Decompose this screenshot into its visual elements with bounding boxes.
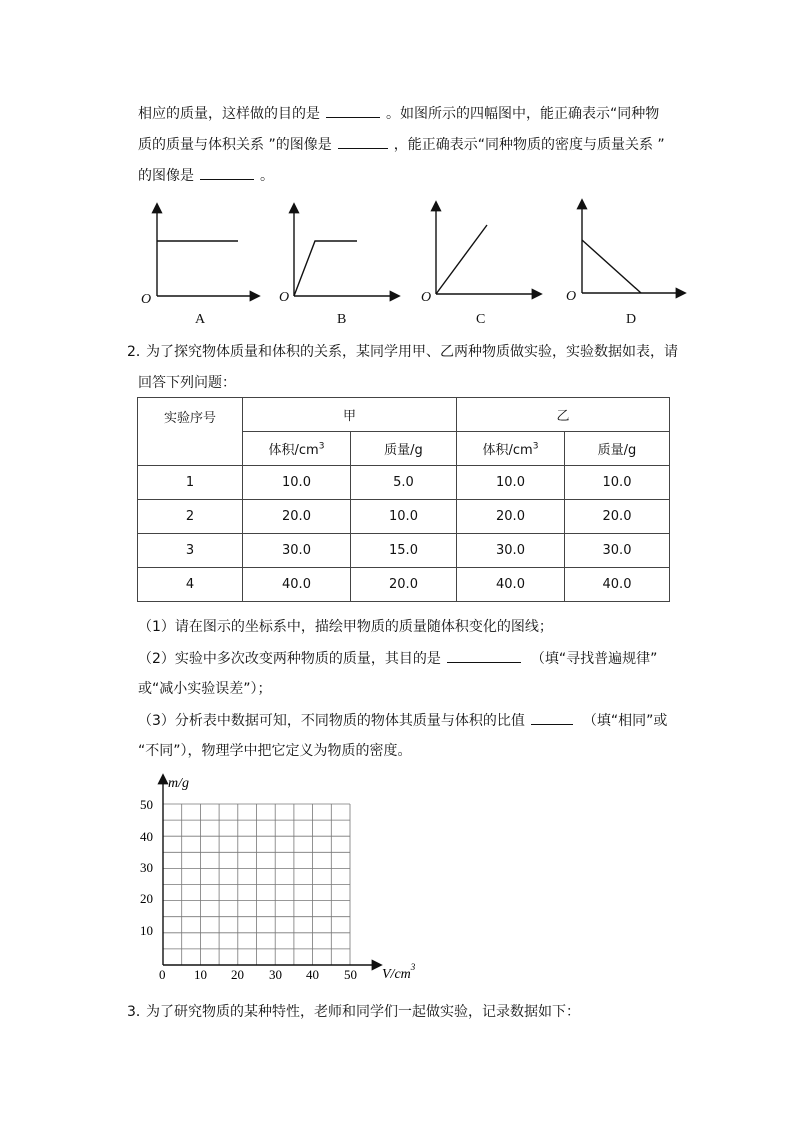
answer-blank-3[interactable] [200, 165, 254, 180]
table-cell: 1 [138, 466, 243, 500]
x-tick: 20 [231, 967, 244, 982]
y-tick: 10 [140, 923, 153, 938]
y-tick: 20 [140, 891, 153, 906]
table-cell: 40.0 [243, 568, 351, 602]
q2-sub-3a [138, 710, 667, 731]
graph-b [294, 205, 398, 296]
x-axis-label-text: V/cm [382, 967, 411, 982]
answer-blank-1[interactable] [326, 103, 380, 118]
q2-sub-2a [138, 648, 657, 669]
table-cell: 20.0 [565, 500, 670, 534]
intro-line-2-pre: 质的质量与体积关系 ”的图像是 [138, 137, 332, 153]
graph-b-origin: O [279, 290, 290, 305]
graph-d [582, 201, 684, 293]
table-cell: 10.0 [243, 466, 351, 500]
graph-a-label: A [195, 312, 206, 327]
y-tick: 30 [140, 860, 153, 875]
intro-line-2-post: ，能正确表示“同种物质的密度与质量关系 ” [393, 137, 665, 153]
data-table [137, 397, 670, 602]
table-cell: 30.0 [457, 534, 565, 568]
graph-c-label: C [476, 312, 486, 327]
intro-line-2 [138, 134, 665, 155]
table-row [138, 534, 670, 568]
q2-number: 2． [127, 344, 150, 360]
table-cell: 40.0 [565, 568, 670, 602]
table-header-jia: 甲 [243, 398, 457, 432]
intro-line-1 [138, 103, 659, 124]
y-tick: 50 [140, 797, 153, 812]
graph-c-origin: O [421, 290, 432, 305]
q3-number: 3． [127, 1004, 150, 1020]
intro-line-1-post: 。如图所示的四幅图中，能正确表示“同种物 [386, 106, 660, 122]
table-row [138, 500, 670, 534]
volume-label: 体积/cm [482, 443, 533, 458]
table-cell: 2 [138, 500, 243, 534]
x-tick: 40 [306, 967, 319, 982]
graph-d-label: D [626, 312, 637, 327]
q2-sub-2a-post: （填“寻找普遍规律” [530, 651, 658, 667]
x-axis-label [382, 962, 416, 982]
intro-line-3-pre: 的图像是 [138, 168, 194, 184]
graph-a-origin: O [141, 292, 152, 307]
answer-blank-5[interactable] [531, 710, 573, 725]
table-cell: 10.0 [565, 466, 670, 500]
table-cell: 20.0 [351, 568, 457, 602]
table-cell: 3 [138, 534, 243, 568]
q2-sub-1: （1）请在图示的坐标系中，描绘甲物质的质量随体积变化的图线； [138, 619, 553, 635]
x-tick: 30 [269, 967, 282, 982]
intro-line-3-post: 。 [260, 168, 274, 184]
answer-grid[interactable] [130, 770, 430, 995]
y-axis-label: m/g [168, 776, 189, 791]
table-cell: 20.0 [457, 500, 565, 534]
graph-a [157, 205, 258, 296]
table-header-yi-mass: 质量/g [565, 432, 670, 466]
table-header-jia-mass: 质量/g [351, 432, 457, 466]
grid-lines [163, 804, 350, 965]
y-tick: 40 [140, 829, 153, 844]
table-header-jia-volume [243, 432, 351, 466]
graph-d-origin: O [566, 289, 577, 304]
table-cell: 15.0 [351, 534, 457, 568]
graph-b-label: B [337, 312, 347, 327]
volume-sup: 3 [318, 441, 325, 452]
x-tick: 10 [194, 967, 207, 982]
q3-text: 为了研究物质的某种特性，老师和同学们一起做实验，记录数据如下： [146, 1004, 580, 1020]
q2-sub-2b: 或“减小实验误差”）； [138, 681, 272, 697]
option-graphs [0, 195, 794, 335]
q2-sub-3b: “不同”），物理学中把它定义为物质的密度。 [138, 743, 412, 759]
volume-sup: 3 [532, 441, 539, 452]
x-tick: 0 [159, 967, 166, 982]
graph-c [436, 203, 540, 294]
table-cell: 40.0 [457, 568, 565, 602]
q2-line-1: 为了探究物体质量和体积的关系，某同学用甲、乙两种物质做实验，实验数据如表，请 [146, 344, 678, 360]
answer-blank-4[interactable] [447, 648, 521, 663]
table-cell: 10.0 [351, 500, 457, 534]
x-axis-label-sup: 3 [410, 962, 416, 972]
q2-sub-3a-pre: （3）分析表中数据可知，不同物质的物体其质量与体积的比值 [138, 713, 525, 729]
q2-sub-3a-post: （填“相同”或 [582, 713, 668, 729]
table-cell: 30.0 [565, 534, 670, 568]
q2-line-2: 回答下列问题： [138, 375, 236, 391]
table-cell: 5.0 [351, 466, 457, 500]
table-cell: 30.0 [243, 534, 351, 568]
table-header-trial: 实验序号 [138, 398, 243, 466]
table-header-yi-volume [457, 432, 565, 466]
table-cell: 4 [138, 568, 243, 602]
table-row [138, 466, 670, 500]
q2-sub-2a-pre: （2）实验中多次改变两种物质的质量，其目的是 [138, 651, 441, 667]
table-cell: 20.0 [243, 500, 351, 534]
intro-line-3 [138, 165, 274, 186]
table-cell: 10.0 [457, 466, 565, 500]
answer-blank-2[interactable] [338, 134, 388, 149]
volume-label: 体积/cm [268, 443, 319, 458]
table-header-yi: 乙 [457, 398, 670, 432]
table-row [138, 568, 670, 602]
x-tick: 50 [344, 967, 357, 982]
intro-line-1-pre: 相应的质量，这样做的目的是 [138, 106, 320, 122]
